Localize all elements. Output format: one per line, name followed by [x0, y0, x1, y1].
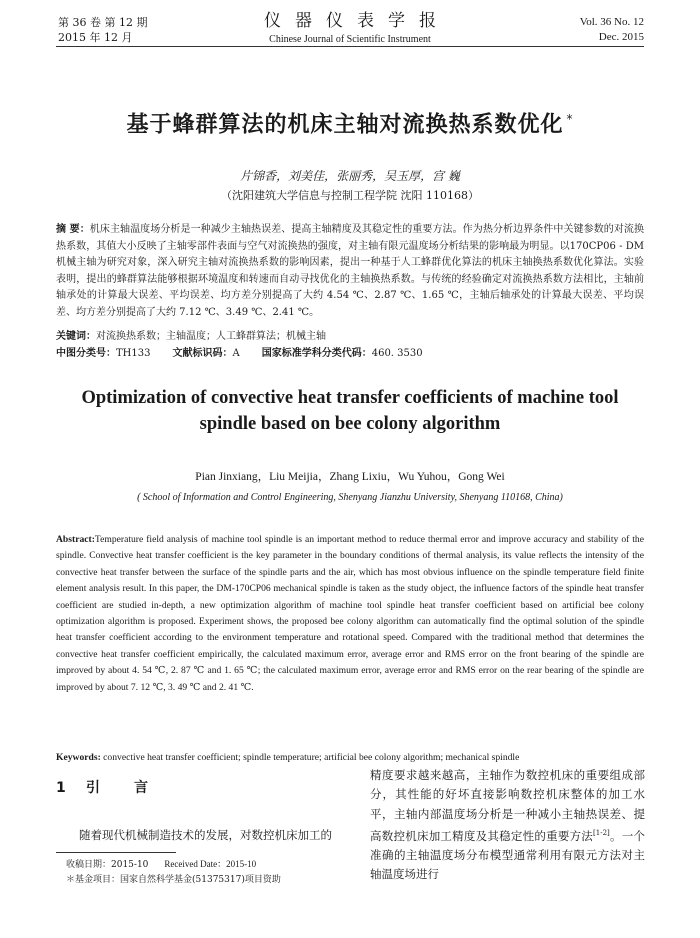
affiliation-cn: （沈阳建筑大学信息与控制工程学院 沈阳 110168）: [221, 189, 479, 202]
header-volume-cn: 第 36 卷 第 12 期: [58, 16, 148, 29]
body-text-right: [370, 766, 645, 885]
footnote-rule: [56, 852, 176, 853]
title-footnote-mark: *: [566, 112, 574, 126]
header-journal: [230, 10, 470, 46]
keywords-cn-label: 关键词：: [56, 331, 96, 342]
keywords-cn: [56, 329, 644, 345]
authors-en: Pian Jinxiang，Liu Meijia，Zhang Lixiu，Wu Yuhou，Gong Wei: [195, 471, 505, 483]
header-date-en: Dec. 2015: [598, 31, 644, 43]
paper-title-cn: [40, 104, 660, 140]
header-issue-cn: [58, 15, 147, 45]
section-number: 1: [56, 780, 66, 796]
abstract-cn-label: 摘 要：: [56, 224, 90, 235]
abstract-en: [56, 532, 644, 696]
keywords-en: [56, 750, 644, 765]
paper-title-en: Optimization of convective heat transfer coefficients of machine tool spindle based on bee colony algorithm: [81, 388, 619, 434]
doc-code-value: A: [232, 348, 240, 359]
keywords-en-label: Keywords:: [56, 752, 101, 763]
subject-code-label: 国家标准学科分类代码：: [261, 348, 372, 359]
journal-name-en: Chinese Journal of Scientific Instrument: [269, 34, 431, 45]
received-date-cn: 收稿日期：2015-10: [66, 860, 149, 870]
section-heading-introduction: [56, 778, 182, 798]
footnote-received: [66, 858, 256, 872]
doc-code-label: 文献标识码：: [172, 348, 233, 359]
header-volume-en: Vol. 36 No. 12: [579, 16, 644, 28]
abstract-cn-text: 机床主轴温度场分析是一种减少主轴热误差、提高主轴精度及其稳定性的重要方法。作为热分析边界条件中关键参数的对流换热系数，其值大小反映了主轴零部件表面与空气对流换热的强度，对主轴有限元温度场分析结果的影响最为明显。以170CP06 - DM 机械主轴为研究对象，深入研究主轴对流换热系数的影响因素，提出一种基于人工蜂群优化算法的机床主轴换热系数优化算法。实验表明，提出的蜂群算法能够根据环境温度和转速而自动寻找优化的主轴换热系数。与传统的经验确定对流换热系数方法相比，主轴前轴承处的计算最大误差、平均误差、均方差分别提高了大约 4.54 ℃、2.87 ℃、1.65 ℃，主轴后轴承处的计算最大误差、平均误差、均方差分别提高了大约 7.12 ℃、3.49 ℃、2.41 ℃。: [56, 224, 645, 318]
abstract-en-text: Temperature field analysis of machine tool spindle is an important method to reduce thermal error and improve accuracy and stability of the spindle. Convective heat transfer coefficient is the key parameter in the boundary conditions of thermal analysis, its value reflects the intensity of the convective heat transfer between the surface of the spindle parts and the air, which has most obvious influence on the spindle temperature field finite element analysis result. In this paper, the DM-170CP06 mechanical spindle is taken as the study object, the influence factors of the spindle heat transfer coefficient are studied in-depth, a new optimization algorithm of machine tool spindle heat transfer coefficient based on artificial bee colony optimization algorithm is proposed. Experiment shows, the proposed bee colony algorithm can automatically find the optimal solution of the spindle heat transfer coefficient according to the environment temperature and rotational speed. Compared with the traditional method that determines the convective heat transfer coefficient empirically, the calculated maximum error, average error and RMS error on the front bearing of the spindle are improved by about 4. 54 ℃, 2. 87 ℃ and 1. 65 ℃; the calculated maximum error, average error and RMS error on the rear bearing of the spindle are improved by about 7. 12 ℃, 3. 49 ℃ and 2. 41 ℃.: [56, 534, 644, 693]
classification-cn: [56, 346, 644, 362]
authors-cn: 片锦香，刘美佳，张丽秀，吴玉厚，宫 巍: [240, 169, 460, 183]
affiliation-en: ( School of Information and Control Engineering, Shenyang Jianzhu University, Shenyang 110168, China): [137, 492, 563, 503]
body-right-text-2: 。一个准确的主轴温度场分布模型通常利用有限元方法对主轴温度场进行: [370, 828, 645, 882]
abstract-en-label: Abstract:: [56, 534, 95, 545]
body-text-left: 随着现代机械制造技术的发展，对数控机床加工的: [79, 828, 332, 842]
header-rule: [56, 46, 644, 47]
subject-code-value: 460. 3530: [371, 348, 423, 359]
footnote-fund: ＊基金项目：国家自然科学基金(51375317)项目资助: [66, 875, 281, 885]
abstract-cn: [56, 222, 644, 321]
clc-label: 中图分类号：: [56, 348, 116, 359]
received-date-en: Received Date：2015-10: [164, 859, 257, 869]
clc-value: TH133: [116, 348, 151, 359]
section-title: 引言: [86, 780, 182, 796]
keywords-cn-text: 对流换热系数；主轴温度；人工蜂群算法；机械主轴: [96, 331, 326, 342]
journal-name-cn: 仪器仪表学报: [264, 11, 450, 31]
citation-ref: [1-2]: [593, 828, 610, 837]
header-date-cn: 2015 年 12 月: [58, 31, 133, 44]
body-right-text-1: 精度要求越来越高，主轴作为数控机床的重要组成部分，其性能的好坏直接影响数控机床整体的加工水平，主轴内部温度场分析是一种减小主轴热误差、提高数控机床加工精度及其稳定性的重要方法: [370, 768, 645, 843]
keywords-en-text: convective heat transfer coefficient; spindle temperature; artificial bee colony algorithm; mechanical spindle: [103, 752, 520, 763]
paper-title-cn-text: 基于蜂群算法的机床主轴对流换热系数优化: [126, 112, 564, 138]
header-issue-en: [580, 15, 644, 45]
